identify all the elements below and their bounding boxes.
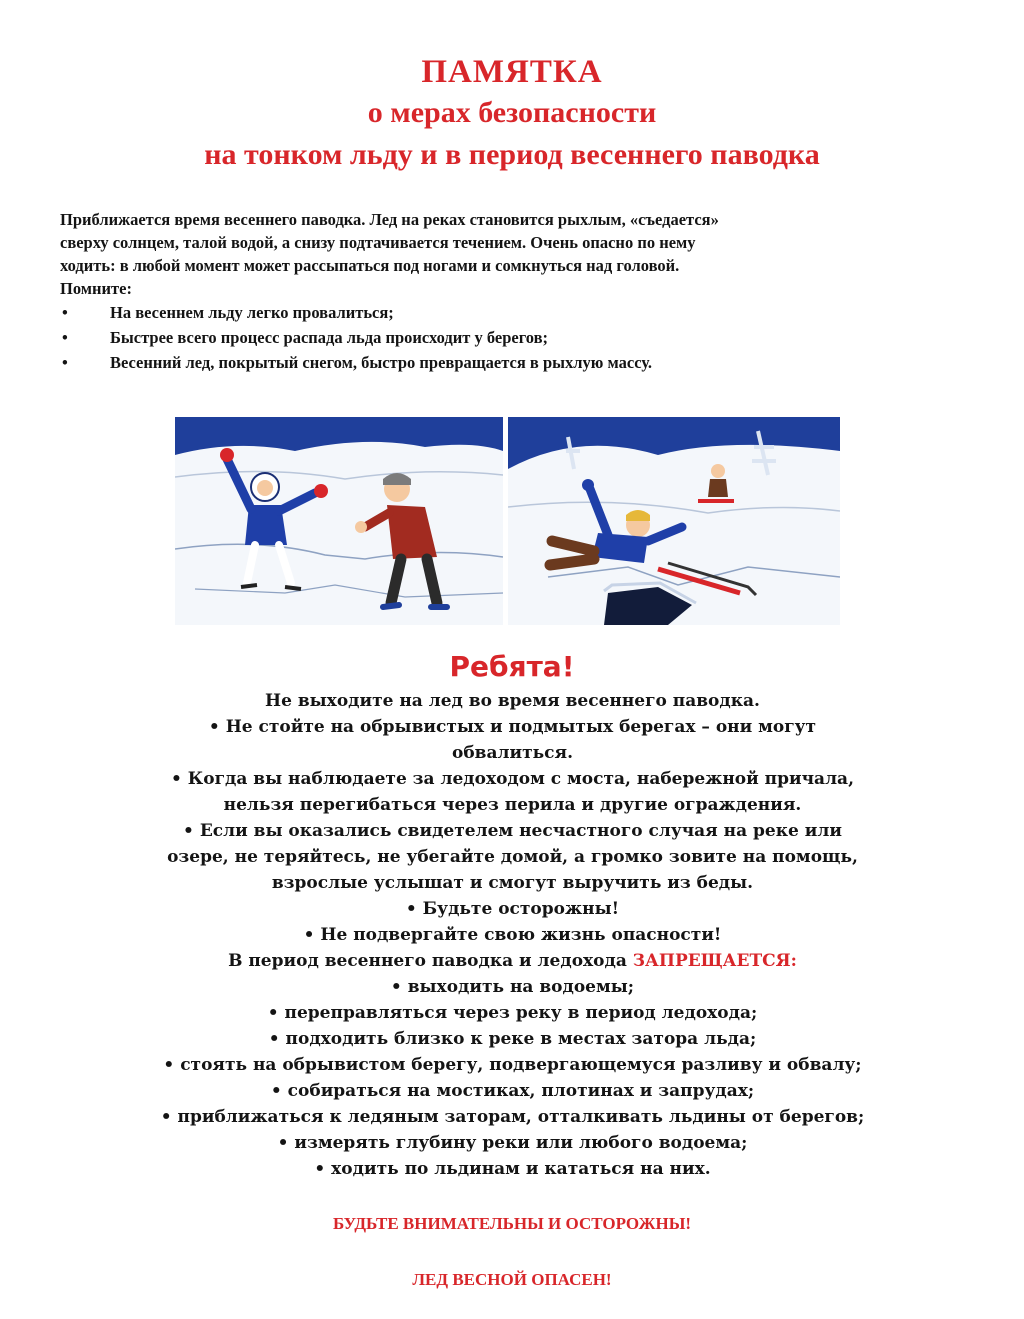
title-line-1: ПАМЯТКА bbox=[421, 54, 603, 90]
list-item bbox=[60, 300, 940, 325]
forbidden-word: ЗАПРЕЩАЕТСЯ: bbox=[632, 951, 797, 971]
bullet-icon: • bbox=[62, 353, 68, 372]
forbidden-item: • ходить по льдинам и кататься на них. bbox=[314, 1159, 711, 1179]
section-heading-rebyata: Ребята! bbox=[449, 650, 575, 683]
footer-warning-careful: БУДЬТЕ ВНИМАТЕЛЬНЫ И ОСТОРОЖНЫ! bbox=[332, 1214, 692, 1233]
intro-bullet-list bbox=[60, 300, 940, 375]
title-line-3: на тонком льду и в период весеннего паводка bbox=[204, 138, 820, 171]
forbidden-item: • подходить близко к реке в местах затора льда; bbox=[268, 1029, 757, 1049]
document-title bbox=[0, 52, 1024, 176]
forbidden-item: • собираться на мостиках, плотинах и запрудах; bbox=[270, 1081, 755, 1101]
list-item bbox=[60, 325, 940, 350]
title-line-2: о мерах безопасности bbox=[367, 96, 657, 129]
forbidden-item: • стоять на обрывистом берегу, подвергающемуся разливу и обвалу; bbox=[163, 1055, 862, 1075]
bullet-text: На весеннем льду легко провалиться; bbox=[110, 303, 394, 322]
forbidden-item: • выходить на водоемы; bbox=[390, 977, 635, 997]
child-falling-through-ice-illustration bbox=[508, 417, 840, 625]
intro-line: сверху солнцем, талой водой, а снизу подтачивается течением. Очень опасно по нему bbox=[60, 233, 696, 252]
forbidden-item: • приближаться к ледяным заторам, отталкивать льдины от берегов; bbox=[160, 1107, 865, 1127]
safety-rules bbox=[70, 688, 955, 1182]
intro-line: Приближается время весеннего паводка. Лед на реках становится рыхлым, «съедается» bbox=[60, 210, 719, 229]
intro-line: ходить: в любой момент может рассыпаться под ногами и сомкнуться над головой. bbox=[60, 256, 680, 275]
list-item bbox=[60, 350, 940, 375]
bullet-icon: • bbox=[62, 303, 68, 322]
rule-line: • Не стойте на обрывистых и подмытых берегах – они могут bbox=[208, 717, 817, 737]
bullet-text: Весенний лед, покрытый снегом, быстро превращается в рыхлую массу. bbox=[110, 353, 653, 372]
rule-line: нельзя перегибаться через перила и другие ограждения. bbox=[223, 795, 802, 815]
forbidden-item: • переправляться через реку в период ледохода; bbox=[267, 1003, 758, 1023]
rule-line: взрослые услышат и смогут выручить из беды. bbox=[271, 873, 754, 893]
intro-remember: Помните: bbox=[60, 279, 132, 298]
rule-line: • Будьте осторожны! bbox=[405, 899, 620, 919]
forbidden-intro: В период весеннего паводка и ледохода bbox=[228, 951, 633, 971]
intro-section bbox=[60, 208, 940, 375]
rule-line: • Если вы оказались свидетелем несчастного случая на реке или bbox=[183, 821, 842, 841]
illustrations bbox=[175, 417, 840, 625]
children-on-thin-ice-illustration bbox=[175, 417, 503, 625]
rule-line: озере, не теряйтесь, не убегайте домой, а громко зовите на помощь, bbox=[167, 847, 858, 867]
footer-warning-ice: ЛЕД ВЕСНОЙ ОПАСЕН! bbox=[412, 1270, 612, 1289]
rule-line: Не выходите на лед во время весеннего паводка. bbox=[265, 691, 760, 711]
rule-line: • Не подвергайте свою жизнь опасности! bbox=[303, 925, 722, 945]
bullet-text: Быстрее всего процесс распада льда происходит у берегов; bbox=[110, 328, 549, 347]
rule-line: • Когда вы наблюдаете за ледоходом с моста, набережной причала, bbox=[171, 769, 854, 789]
forbidden-item: • измерять глубину реки или любого водоема; bbox=[277, 1133, 748, 1153]
bullet-icon: • bbox=[62, 328, 68, 347]
rule-line: обвалиться. bbox=[451, 743, 573, 763]
forbidden-heading bbox=[70, 948, 955, 974]
